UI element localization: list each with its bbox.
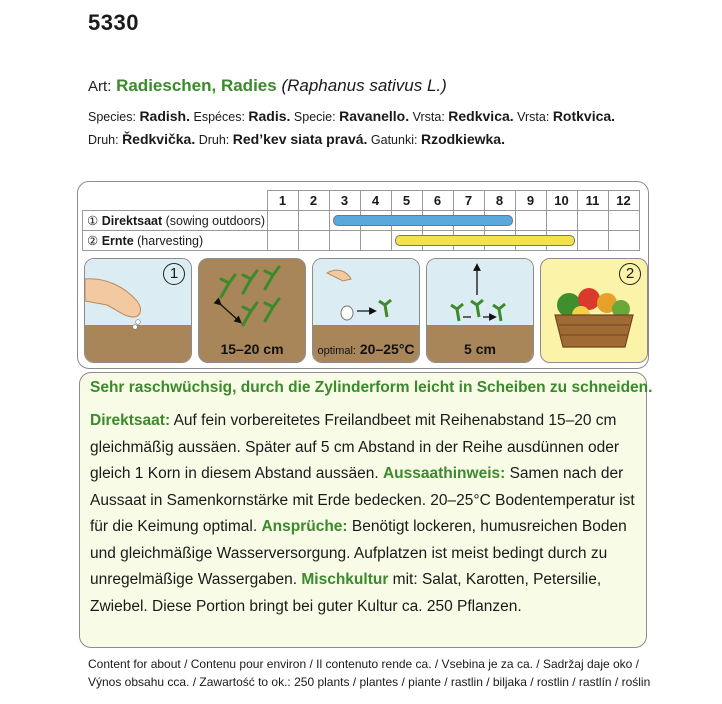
month-8: 8	[484, 191, 515, 211]
latin-name: (Raphanus sativus L.)	[281, 76, 447, 95]
month-4: 4	[360, 191, 391, 211]
content-line-1: Content for about / Contenu pour environ / Il contenuto rende ca. / Vsebina je za ca. / Sadržaj daje oko /	[88, 657, 640, 671]
translations-line-1	[88, 108, 615, 124]
row-symbol: ①	[87, 214, 99, 228]
keyword-aussaathinweis: Aussaathinweis:	[382, 465, 506, 482]
info-text: mit: Salat, Karotten, Petersilie, Zwiebel. Diese Portion bringt bei guter Kultur ca. 250 Pflanzen.	[90, 571, 602, 615]
growing-instructions	[79, 372, 653, 648]
sowing-hand-icon	[85, 259, 191, 362]
trans-label: Vrsta:	[517, 110, 550, 124]
keyword-ansprueche: Ansprüche:	[261, 518, 348, 535]
content-line-2: Výnos obsahu cca. / Zawartość to ok.: 250 plants / plantes / piante / rastlin / biljaka / rostlin / rastlín / roślin	[88, 675, 651, 689]
tile-label-prefix: optimal:	[317, 345, 356, 357]
month-3: 3	[329, 191, 360, 211]
tile-harvest	[540, 258, 648, 363]
keyword-direktsaat: Direktsaat:	[90, 412, 171, 429]
row-name: Ernte	[101, 234, 134, 248]
month-1: 1	[267, 191, 298, 211]
tile-temperature	[312, 258, 420, 363]
calendar-panel	[77, 181, 649, 369]
trans-value: Ravanello.	[339, 108, 410, 124]
month-2: 2	[298, 191, 329, 211]
row-note: (sowing outdoors)	[165, 214, 265, 228]
trans-label: Druh:	[198, 133, 230, 147]
trans-label: Gatunki:	[370, 133, 418, 147]
trans-value: Ředkvička.	[122, 131, 196, 147]
month-11: 11	[577, 191, 608, 211]
product-code: 5330	[88, 10, 139, 35]
month-5: 5	[391, 191, 422, 211]
step-badge: 1	[163, 263, 185, 285]
info-body	[90, 408, 638, 620]
row-symbol: ②	[87, 234, 99, 248]
month-10: 10	[546, 191, 577, 211]
translations-line-2	[88, 131, 505, 147]
trans-label: Espéces:	[193, 110, 245, 124]
step-badge: 2	[619, 263, 641, 285]
sowing-period-bar	[333, 215, 513, 226]
info-text: Auf fein vorbereitetes Freilandbeet mit Reihenabstand 15–20 cm gleichmäßig aussäen. Später auf 5 cm Abstand in der Reihe ausdünnen oder gleich 1 Korn in diesem Abstand aussäen.	[90, 412, 620, 482]
trans-label: Species:	[88, 110, 136, 124]
trans-label: Vrsta:	[412, 110, 445, 124]
trans-label: Specie:	[293, 110, 336, 124]
trans-value: Redkvica.	[448, 108, 514, 124]
info-headline: Sehr raschwüchsig, durch die Zylinderform leicht in Scheiben zu schneiden.	[90, 379, 653, 396]
trans-value: Radish.	[139, 108, 191, 124]
trans-value: Rzodkiewka.	[420, 131, 505, 147]
info-text: Samen nach der Aussaat in Samenkornstärke mit Erde bedecken. 20–25°C Bodentemperatur ist für die Keimung optimal.	[90, 465, 635, 535]
species-line	[88, 76, 447, 96]
tile-thinning	[426, 258, 534, 363]
trans-value: Rotkvica.	[552, 108, 616, 124]
tile-label: 20–25°C	[359, 341, 415, 357]
trans-value: Radis.	[248, 108, 291, 124]
row-note: (harvesting)	[137, 234, 204, 248]
tile-label: 5 cm	[464, 341, 496, 357]
month-6: 6	[422, 191, 453, 211]
tile-label: 15–20 cm	[220, 341, 284, 357]
info-text: Benötigt lockeren, humusreichen Boden und gleichmäßige Wasserversorgung. Aufplatzen ist meist bedingt durch zu unregelmäßige Wassergaben.	[90, 518, 627, 588]
tile-sowing	[84, 258, 192, 363]
harvest-period-bar	[395, 235, 575, 246]
month-7: 7	[453, 191, 484, 211]
trans-label: Druh:	[88, 133, 119, 147]
month-12: 12	[608, 191, 639, 211]
vegetable-basket-icon	[541, 259, 647, 362]
keyword-mischkultur: Mischkultur	[301, 571, 389, 588]
tile-row-spacing	[198, 258, 306, 363]
species-name: Radieschen, Radies	[116, 76, 277, 95]
trans-value: Red’kev siata pravá.	[232, 131, 368, 147]
row-name: Direktsaat	[101, 214, 163, 228]
art-label: Art:	[88, 78, 112, 95]
month-9: 9	[515, 191, 546, 211]
